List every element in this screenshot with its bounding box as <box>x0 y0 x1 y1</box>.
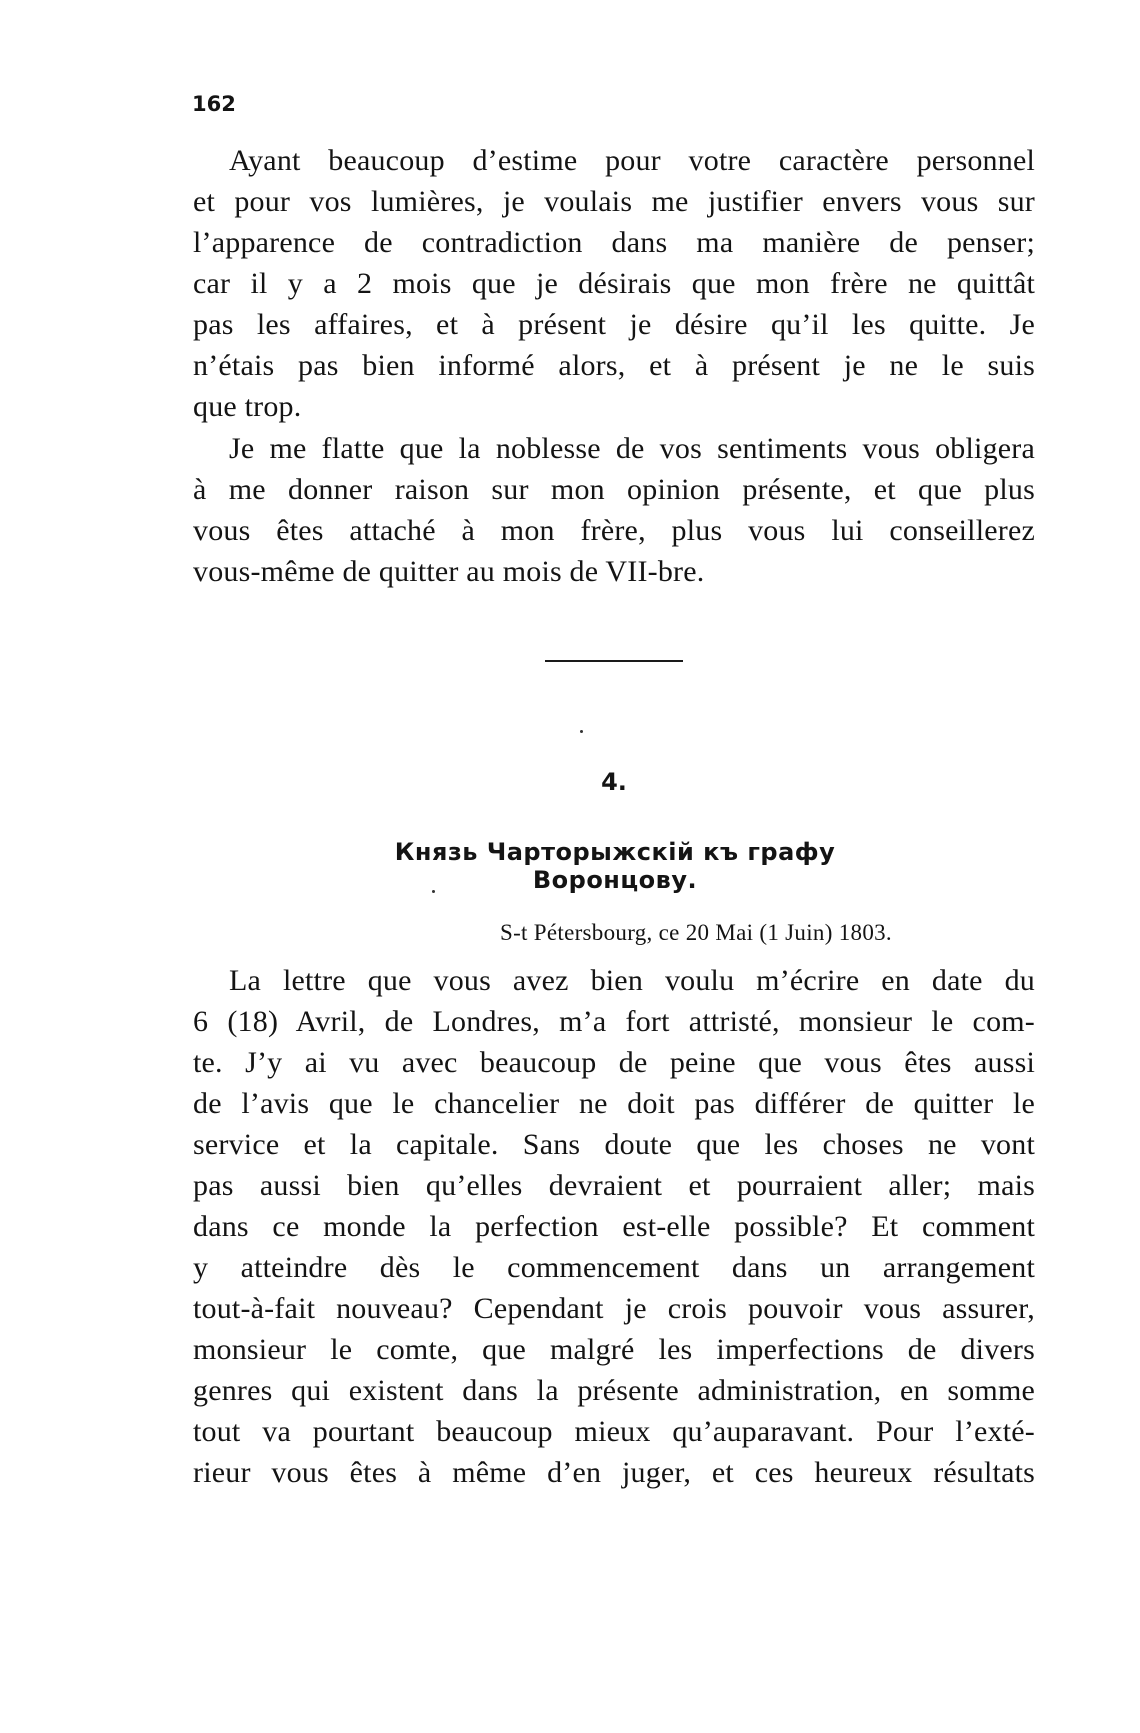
text-line: à me donner raison sur mon opinion présente, et que plus <box>193 473 1035 506</box>
page-number: 162 <box>192 92 236 116</box>
section-divider <box>545 660 683 662</box>
text-line: Ayant beaucoup d’estime pour votre caractère personnel <box>229 144 1035 177</box>
text-line: y atteindre dès le commencement dans un arrangement <box>193 1251 1035 1284</box>
text-line: pas aussi bien qu’elles devraient et pourraient aller; mais <box>193 1169 1035 1202</box>
text-line: de l’avis que le chancelier ne doit pas différer de quitter le <box>193 1087 1035 1120</box>
letter-heading: Князь Чарторыжскій къ графу Воронцову. <box>394 838 836 894</box>
text-line: service et la capitale. Sans doute que les choses ne vont <box>193 1128 1035 1161</box>
letter-paragraph-2 <box>193 428 1035 592</box>
text-line: n’étais pas bien informé alors, et à présent je ne le suis <box>193 349 1035 382</box>
text-line: et pour vos lumières, je voulais me justifier envers vous sur <box>193 185 1035 218</box>
text-line: que trop. <box>193 390 302 423</box>
text-line: l’apparence de contradiction dans ma manière de penser; <box>193 226 1035 259</box>
text-line: vous êtes attaché à mon frère, plus vous lui conseillerez <box>193 514 1035 547</box>
text-line: rieur vous êtes à même d’en juger, et ces heureux résultats <box>193 1456 1035 1489</box>
text-line: te. J’y ai vu avec beaucoup de peine que vous êtes aussi <box>193 1046 1035 1079</box>
text-line: tout va pourtant beaucoup mieux qu’auparavant. Pour l’exté- <box>193 1415 1035 1448</box>
text-line: tout-à-fait nouveau? Cependant je crois pouvoir vous assurer, <box>193 1292 1035 1325</box>
text-line: dans ce monde la perfection est-elle possible? Et comment <box>193 1210 1035 1243</box>
text-line: vous-même de quitter au mois de VII-bre. <box>193 555 705 588</box>
text-line: La lettre que vous avez bien voulu m’écrire en date du <box>229 964 1035 997</box>
text-line: Je me flatte que la noblesse de vos sentiments vous obligera <box>229 432 1035 465</box>
text-line: 6 (18) Avril, de Londres, m’a fort attristé, monsieur le com- <box>193 1005 1035 1038</box>
letter-dateline: S-t Pétersbourg, ce 20 Mai (1 Juin) 1803. <box>500 920 892 945</box>
text-line: car il y a 2 mois que je désirais que mon frère ne quittât <box>193 267 1035 300</box>
section-number: 4. <box>601 768 627 796</box>
text-line: pas les affaires, et à présent je désire qu’il les quitte. Je <box>193 308 1035 341</box>
text-line: genres qui existent dans la présente administration, en somme <box>193 1374 1035 1407</box>
letter-paragraph-1 <box>193 140 1035 427</box>
print-speck <box>432 890 435 893</box>
text-line: monsieur le comte, que malgré les imperfections de divers <box>193 1333 1035 1366</box>
print-speck <box>580 730 583 733</box>
letter-paragraph-3 <box>193 960 1035 1493</box>
